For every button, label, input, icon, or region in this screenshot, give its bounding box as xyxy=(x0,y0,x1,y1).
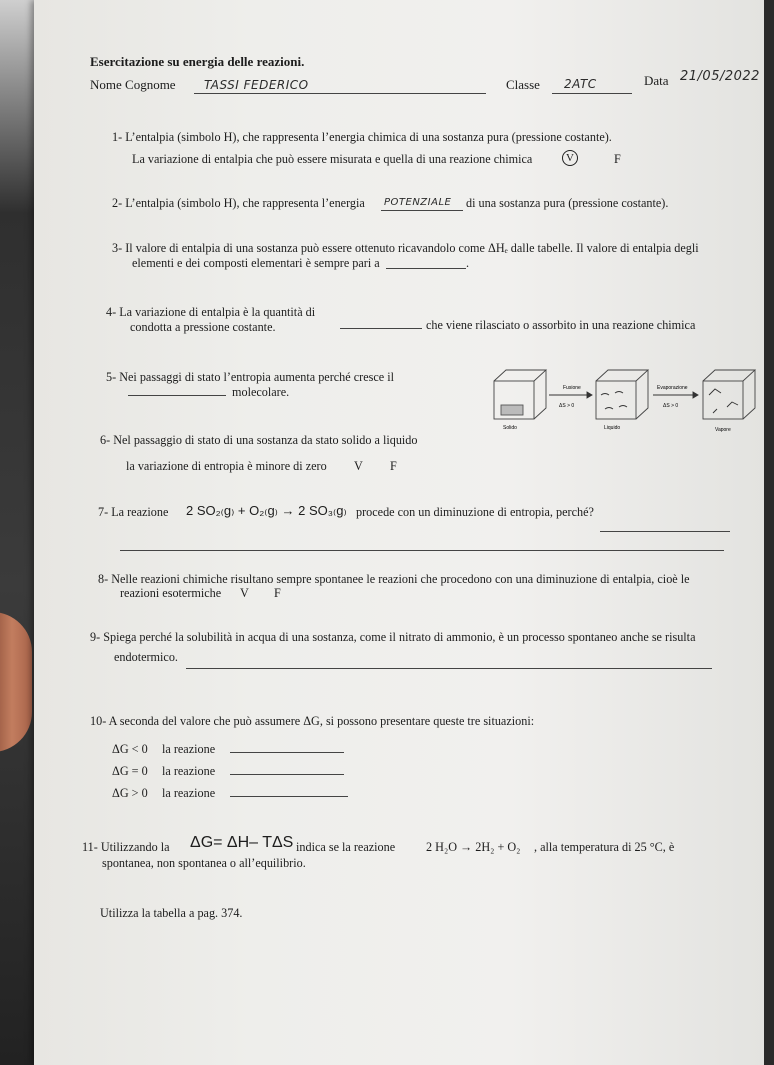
q9-line1: 9- Spiega perché la solubilità in acqua di una sostanza, come il nitrato di ammonio, è un processo spontaneo anche se risulta xyxy=(90,630,696,644)
q8-f: F xyxy=(274,586,281,600)
state-change-diagram xyxy=(491,365,761,435)
q9-line2: endotermico. xyxy=(114,650,178,664)
q3-line2: elementi e dei composti elementari è sempre pari a xyxy=(132,256,380,270)
q1-f: F xyxy=(614,152,621,166)
q9-line xyxy=(186,668,712,669)
class-label: Classe xyxy=(506,77,540,92)
q6-f: F xyxy=(390,459,397,473)
liquid-cube xyxy=(596,370,648,419)
q3-line1: 3- Il valore di entalpia di una sostanza può essere ottenuto ricavandolo come ΔHₑ dalle tabelle. Il valore di entalpia degli xyxy=(112,241,699,255)
q7-line2 xyxy=(120,550,724,551)
label-fusion: Fusione xyxy=(563,385,581,391)
q8-line2: reazioni esotermiche xyxy=(120,586,222,600)
q4-after: che viene rilasciato o assorbito in una reazione chimica xyxy=(426,318,696,332)
class-line xyxy=(552,93,632,94)
q11-middle: indica se la reazione xyxy=(296,840,396,854)
label-vapour: Vapore xyxy=(715,427,731,433)
label-solid: Solido xyxy=(503,425,517,431)
q8-v: V xyxy=(240,586,249,600)
label-liquid: Liquido xyxy=(604,425,621,431)
footer-note: Utilizza la tabella a pag. 374. xyxy=(100,906,243,920)
q2-answer: POTENZIALE xyxy=(384,197,452,208)
q11-formula: ΔG= ΔH– TΔS xyxy=(190,834,294,851)
q3-line xyxy=(386,268,466,269)
q5-line2: molecolare. xyxy=(232,385,290,399)
q2-line xyxy=(381,210,463,211)
q5-line1: 5- Nei passaggi di stato l’entropia aumenta perché cresce il xyxy=(106,370,394,384)
name-label: Nome Cognome xyxy=(90,77,176,92)
q4-line1: 4- La variazione di entalpia è la quantità di xyxy=(106,305,316,319)
vapour-cube xyxy=(703,370,755,419)
q10-row1-cond: ΔG < 0 xyxy=(112,742,148,756)
label-evaporation: Evaporazione xyxy=(657,385,688,391)
q7-line1 xyxy=(600,531,730,532)
arrows xyxy=(549,392,698,398)
q7-before: 7- La reazione xyxy=(98,505,169,519)
date-label: Data xyxy=(644,73,669,88)
q7-reaction: 2 SO₂₍g₎ + O₂₍g₎ → 2 SO₃₍g₎ xyxy=(186,503,347,518)
solid-cube xyxy=(494,370,546,419)
q10-row3-text: la reazione xyxy=(162,786,216,800)
q11-before: 11- Utilizzando la xyxy=(82,840,170,854)
q1-line2: La variazione di entalpia che può essere misurata e quella di una reazione chimica xyxy=(132,152,533,166)
q11-reaction: 2 H₂O → 2H₂ + O₂ xyxy=(426,840,521,854)
finger xyxy=(0,612,32,752)
q6-v: V xyxy=(354,459,363,473)
q10-row3-cond: ΔG > 0 xyxy=(112,786,148,800)
class-value: 2ATC xyxy=(564,77,597,91)
label-ds1: ΔS > 0 xyxy=(559,403,575,409)
q4-line xyxy=(340,328,422,329)
q10-row2-text: la reazione xyxy=(162,764,216,778)
date-value: 21/05/2022 xyxy=(680,69,760,84)
q1-v-circled: V xyxy=(562,150,578,166)
q10-row1-line xyxy=(230,752,344,753)
q6-line1: 6- Nel passaggio di stato di una sostanza da stato solido a liquido xyxy=(100,433,418,447)
q10-line1: 10- A seconda del valore che può assumere ΔG, si possono presentare queste tre situazioni: xyxy=(90,714,535,728)
q4-line2: condotta a pressione costante. xyxy=(130,320,276,334)
background-right xyxy=(764,0,774,1065)
q6-line2: la variazione di entropia è minore di zero xyxy=(126,459,327,473)
q8-line1: 8- Nelle reazioni chimiche risultano sempre spontanee le reazioni che procedono con una diminuzione di entalpia, cioè le xyxy=(98,572,690,586)
q3-end: . xyxy=(466,256,470,270)
q7-after: procede con un diminuzione di entropia, perché? xyxy=(356,505,594,519)
q10-row2-cond: ΔG = 0 xyxy=(112,764,148,778)
worksheet-page xyxy=(34,0,764,1065)
q11-line2: spontanea, non spontanea o all’equilibrio. xyxy=(102,856,306,870)
name-line xyxy=(194,93,486,94)
q2-text: 2- L’entalpia (simbolo H), che rappresenta l’energia xyxy=(112,196,365,210)
q5-line xyxy=(128,395,226,396)
q10-row2-line xyxy=(230,774,344,775)
q10-row1-text: la reazione xyxy=(162,742,216,756)
q1-line1: 1- L’entalpia (simbolo H), che rappresenta l’energia chimica di una sostanza pura (pressione costante). xyxy=(112,130,612,144)
q2-after: di una sostanza pura (pressione costante). xyxy=(466,196,669,210)
worksheet-title: Esercitazione su energia delle reazioni. xyxy=(90,54,305,69)
q10-row3-line xyxy=(230,796,348,797)
label-ds2: ΔS > 0 xyxy=(663,403,679,409)
name-value: TASSI FEDERICO xyxy=(204,78,309,92)
q11-after: , alla temperatura di 25 °C, è xyxy=(534,840,675,854)
